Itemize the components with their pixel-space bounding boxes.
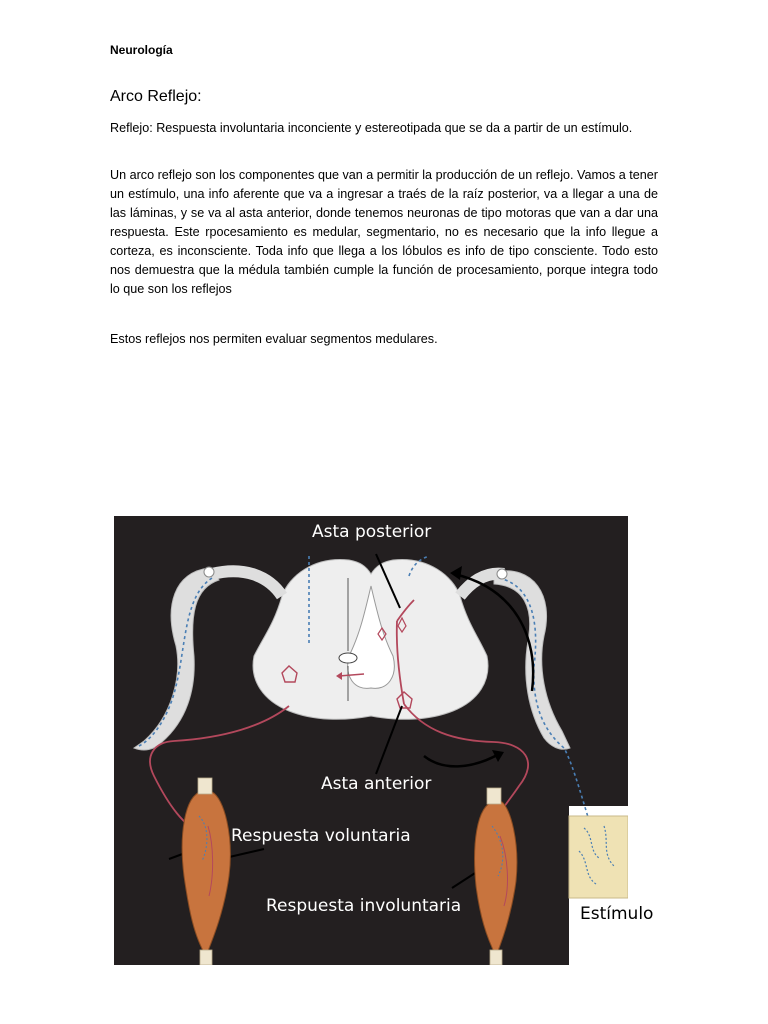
label-asta-posterior: Asta posterior [312, 522, 432, 542]
paragraph-conclusion: Estos reflejos nos permiten evaluar segmentos medulares. [110, 332, 438, 346]
paragraph-explanation: Un arco reflejo son los componentes que van a permitir la producción de un reflejo. Vamos a tener un estímulo, una info aferente que va a ingresar a traés de la raíz posterior, va a llegar a una de las láminas, y se va al asta anterior, donde tenemos neuronas de tipo motoras que van a dar una respuesta. Este rpocesamiento es medular, segmentario, no es necesario que la info llegue a corteza, es inconsciente. Toda info que llega a los lóbulos es info de tipo consciente. Todo esto nos demuestra que la médula también cumple la función de procesamiento, porque integra todo lo que son los reflejos [110, 168, 658, 296]
document-title: Arco Reflejo: [110, 88, 202, 105]
label-respuesta-involuntaria: Respuesta involuntaria [266, 896, 462, 916]
label-respuesta-voluntaria: Respuesta voluntaria [231, 826, 411, 846]
label-asta-anterior: Asta anterior [321, 774, 432, 794]
paragraph-definition: Reflejo: Respuesta involuntaria inconciente y estereotipada que se da a partir de un estímulo. [110, 121, 633, 135]
document-header: Neurología [110, 43, 173, 57]
label-estimulo: Estímulo [580, 904, 654, 924]
reflex-arc-diagram [114, 516, 654, 965]
